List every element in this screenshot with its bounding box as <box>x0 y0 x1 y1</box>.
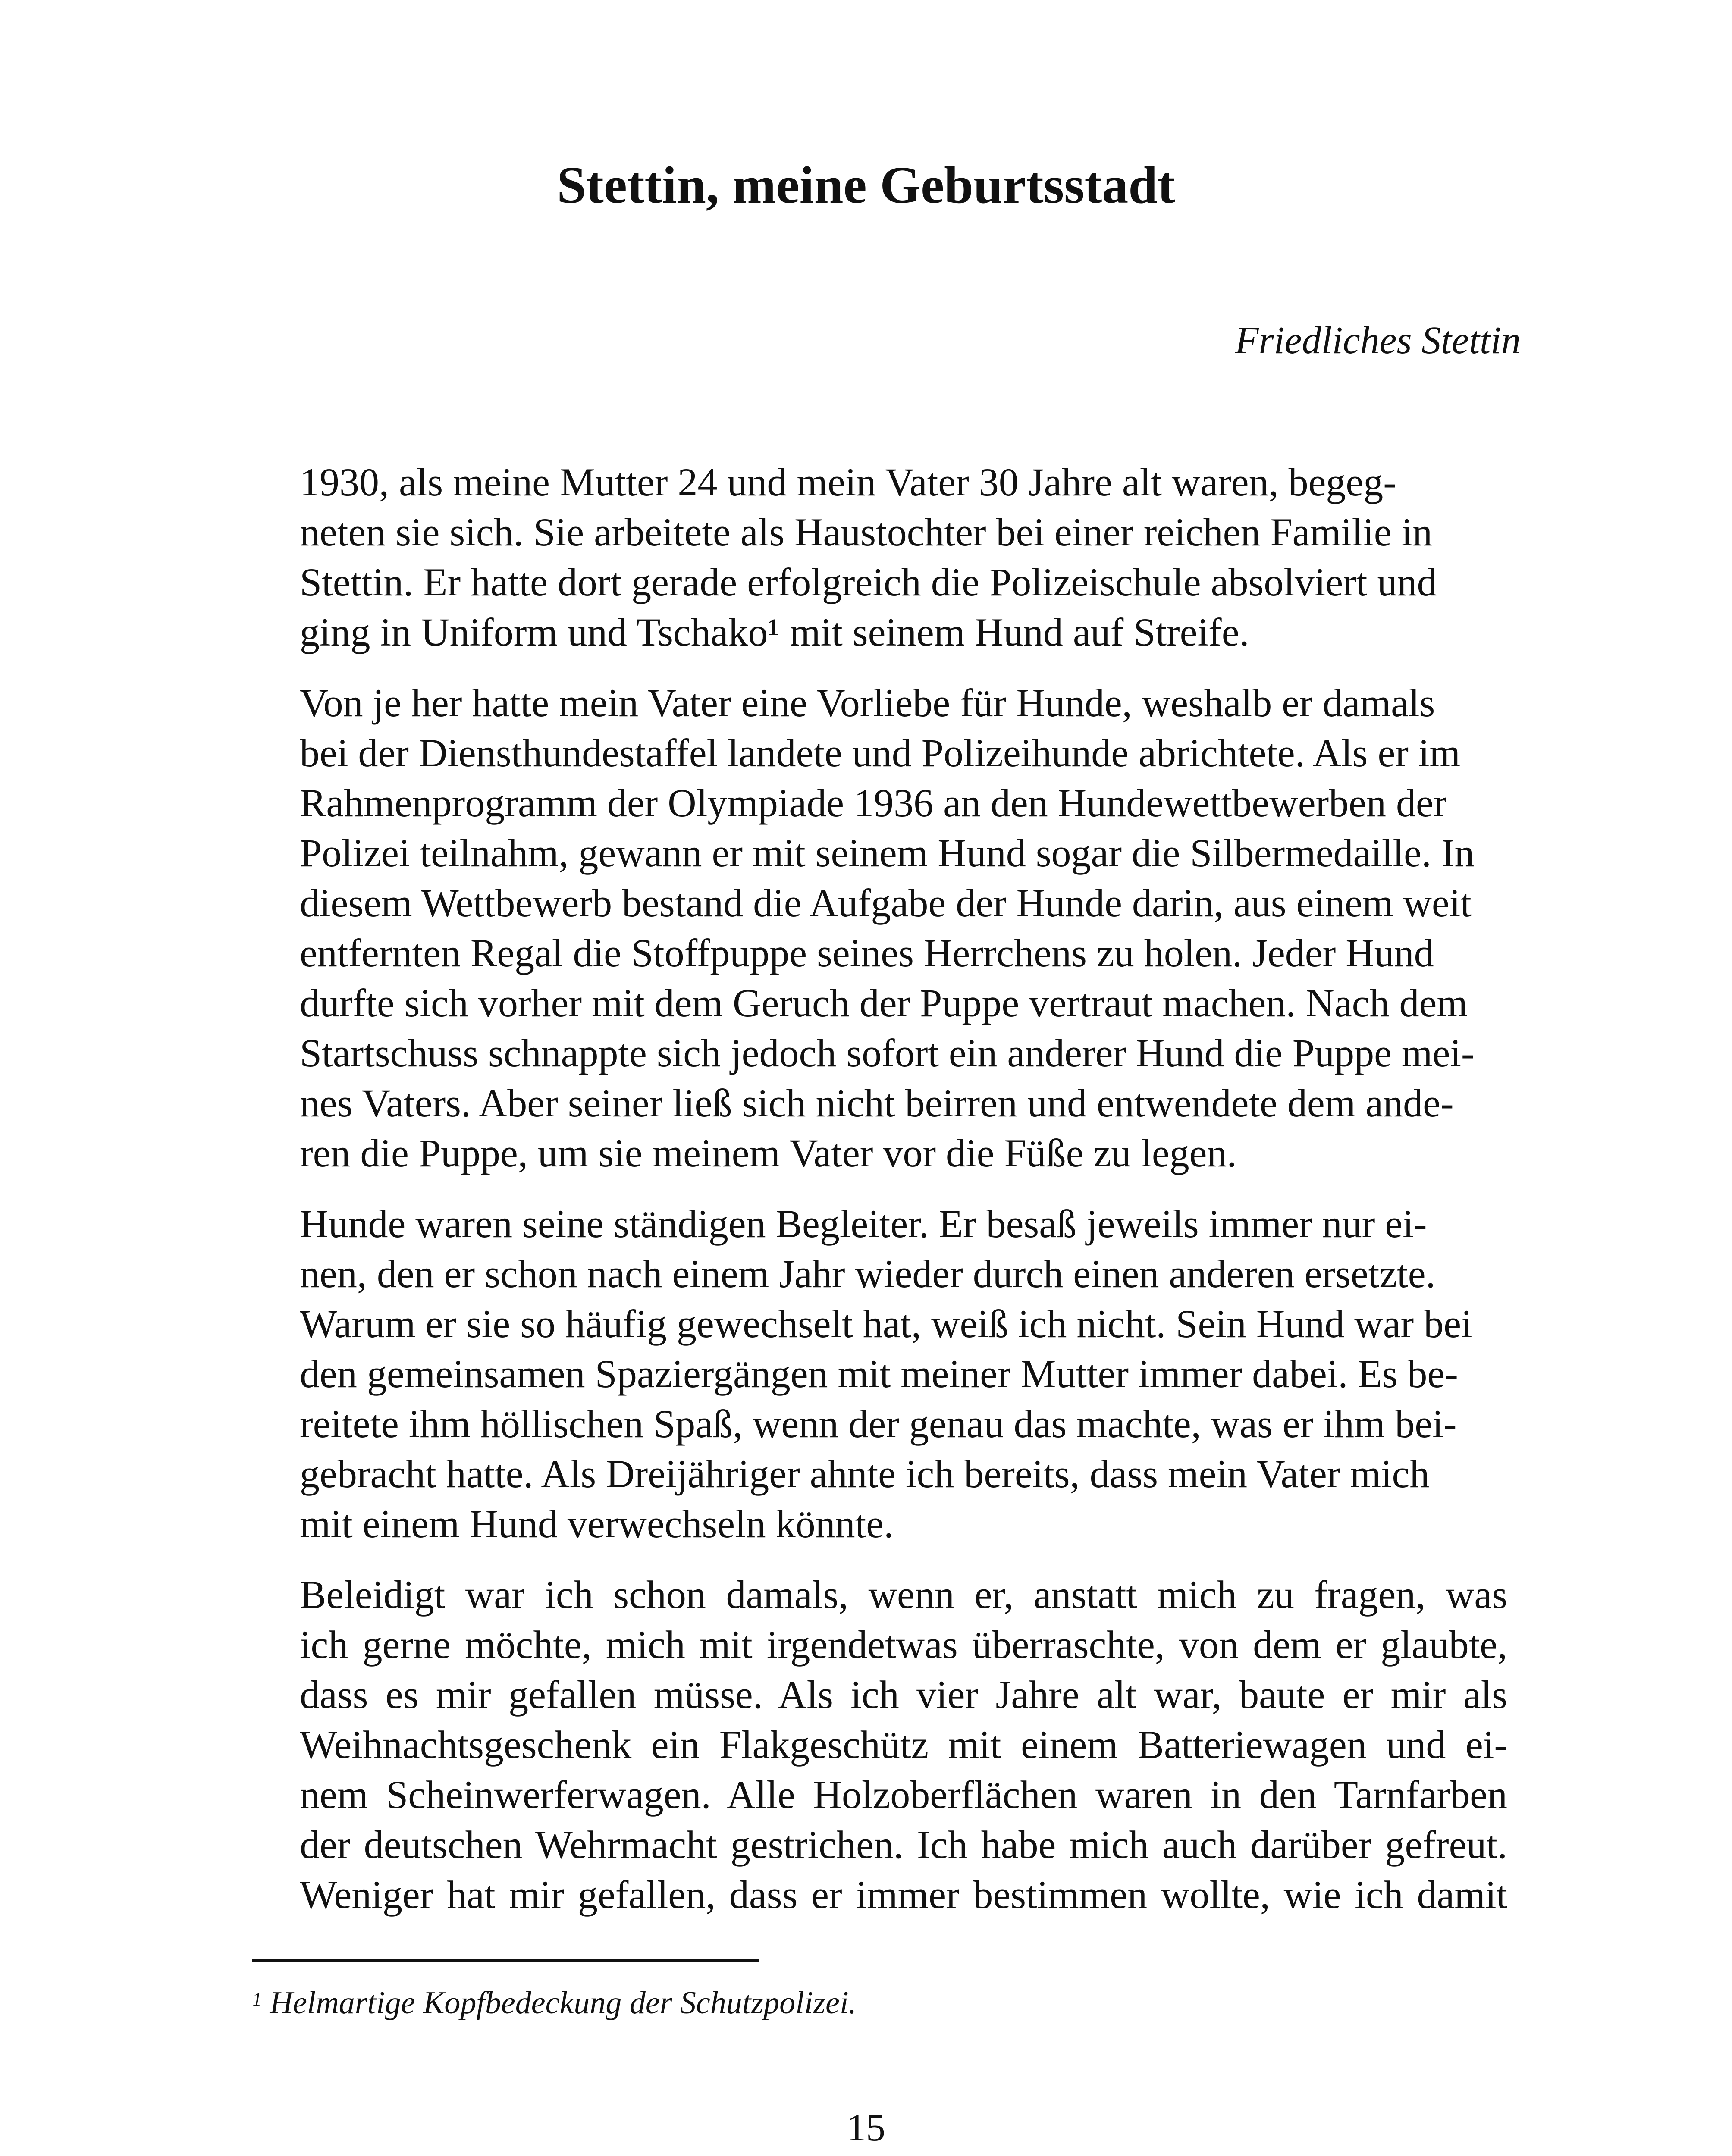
text-line: entfernten Regal die Stoffpuppe seines Herrchens zu holen. Jeder Hund <box>300 931 1434 975</box>
text-line: Stettin. Er hatte dort gerade erfolgreich die Polizeischule absolviert und <box>300 560 1437 604</box>
text-line: Rahmenprogramm der Olympiade 1936 an den Hundewettbewerben der <box>300 781 1447 825</box>
section-subtitle: Friedliches Stettin <box>1235 319 1521 362</box>
text-line: Startschuss schnappte sich jedoch sofort ein anderer Hund die Puppe mei- <box>300 1031 1475 1075</box>
text-line: neten sie sich. Sie arbeitete als Haustochter bei einer reichen Familie in <box>300 510 1433 554</box>
footnote-marker: 1 <box>252 1989 262 2010</box>
text-line: bei der Diensthundestaffel landete und Polizeihunde abrichtete. Als er im <box>300 731 1461 775</box>
text-line: den gemeinsamen Spaziergängen mit meiner Mutter immer dabei. Es be- <box>300 1352 1458 1396</box>
text-line: diesem Wettbewerb bestand die Aufgabe der Hunde darin, aus einem weit <box>300 881 1472 925</box>
text-line: nen, den er schon nach einem Jahr wieder durch einen anderen ersetzte. <box>300 1252 1436 1296</box>
text-line: dass es mir gefallen müsse. Als ich vier Jahre alt war, baute er mir als <box>300 1673 1507 1717</box>
text-line: Warum er sie so häufig gewechselt hat, weiß ich nicht. Sein Hund war bei <box>300 1302 1472 1346</box>
text-line: Weihnachtsgeschenk ein Flakgeschütz mit einem Batteriewagen und ei- <box>300 1723 1507 1767</box>
text-line: nes Vaters. Aber seiner ließ sich nicht beirren und entwendete dem ande- <box>300 1081 1454 1125</box>
footnote-divider <box>252 1959 759 1962</box>
page-number: 15 <box>847 2106 885 2149</box>
text-line: ich gerne möchte, mich mit irgendetwas überraschte, von dem er glaubte, <box>300 1623 1507 1667</box>
footnote-text: Helmartige Kopfbedeckung der Schutzpolizei. <box>270 1985 857 2021</box>
text-line: durfte sich vorher mit dem Geruch der Puppe vertraut machen. Nach dem <box>300 981 1468 1025</box>
footnote <box>252 1984 857 2022</box>
page-title: Stettin, meine Geburtsstadt <box>557 156 1175 214</box>
text-line: 1930, als meine Mutter 24 und mein Vater 30 Jahre alt waren, begeg- <box>300 460 1396 504</box>
text-line: Von je her hatte mein Vater eine Vorliebe für Hunde, weshalb er damals <box>300 681 1435 725</box>
text-line: mit einem Hund verwechseln könnte. <box>300 1502 894 1546</box>
paragraph <box>252 1570 1507 1920</box>
text-line: gebracht hatte. Als Dreijähriger ahnte ich bereits, dass mein Vater mich <box>300 1452 1430 1496</box>
text-line: Polizei teilnahm, gewann er mit seinem Hund sogar die Silbermedaille. In <box>300 831 1475 875</box>
text-line: Hunde waren seine ständigen Begleiter. Er besaß jeweils immer nur ei- <box>300 1202 1427 1246</box>
paragraph <box>252 1199 1507 1549</box>
text-line: ren die Puppe, um sie meinem Vater vor die Füße zu legen. <box>300 1131 1237 1175</box>
text-line: nem Scheinwerferwagen. Alle Holzoberflächen waren in den Tarnfarben <box>300 1773 1507 1817</box>
text-line: reitete ihm höllischen Spaß, wenn der genau das machte, was er ihm bei- <box>300 1402 1457 1446</box>
text-line: ging in Uniform und Tschako¹ mit seinem Hund auf Streife. <box>300 610 1249 654</box>
text-line: der deutschen Wehrmacht gestrichen. Ich habe mich auch darüber gefreut. <box>300 1823 1507 1867</box>
text-line: Beleidigt war ich schon damals, wenn er, anstatt mich zu fragen, was <box>300 1573 1507 1617</box>
body-text <box>252 457 1507 1920</box>
paragraph <box>252 457 1507 657</box>
paragraph <box>252 678 1507 1178</box>
text-line: Weniger hat mir gefallen, dass er immer bestimmen wollte, wie ich damit <box>300 1873 1507 1917</box>
